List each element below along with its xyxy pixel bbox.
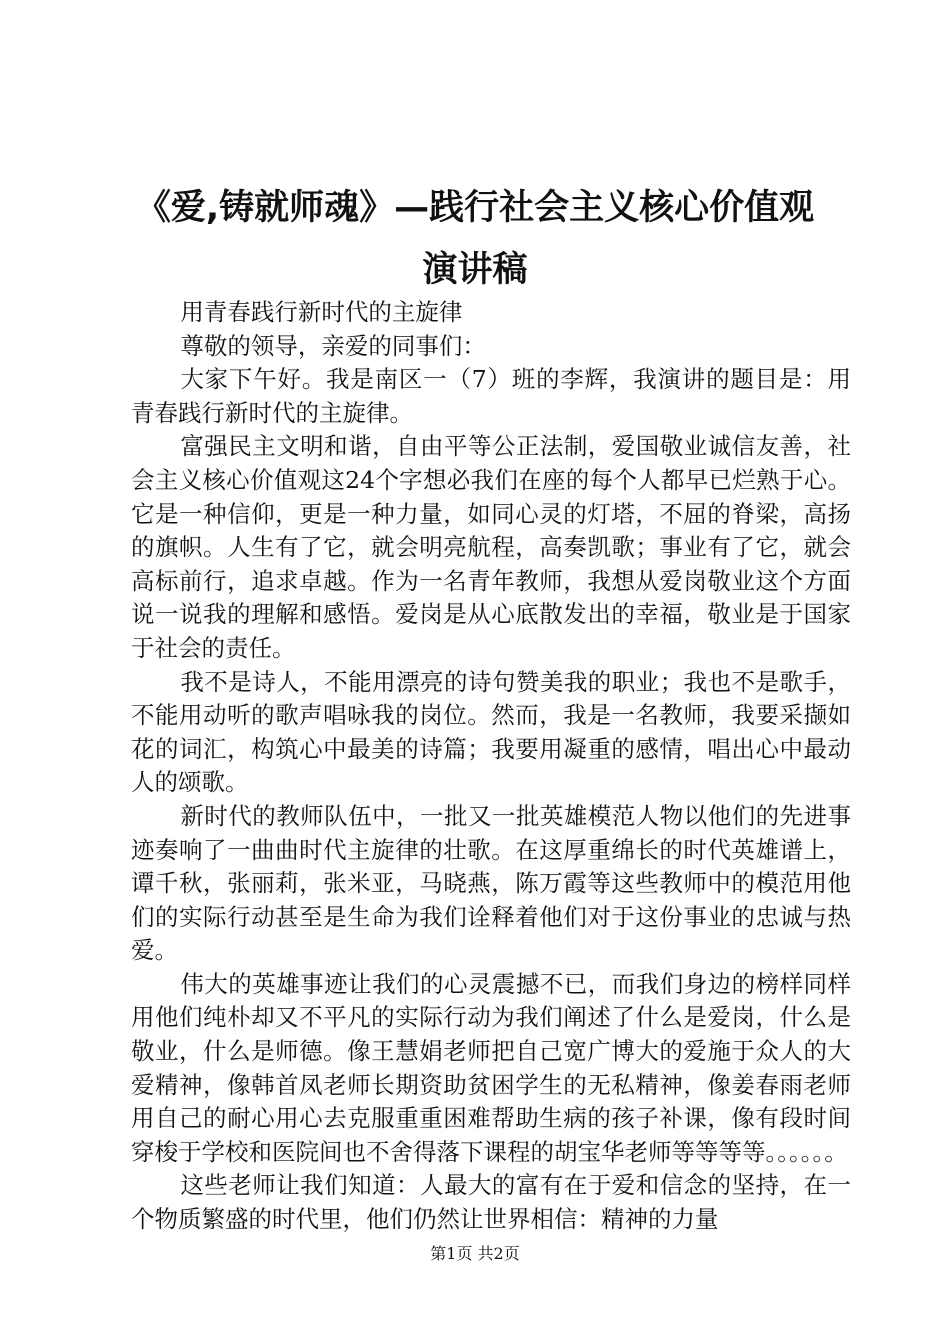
body-paragraph: 新时代的教师队伍中，一批又一批英雄模范人物以他们的先进事迹奏响了一曲曲时代主旋律的壮歌。在这厚重绵长的时代英雄谱上，谭千秋，张丽莉，张米亚，马晓燕，陈万霞等这些教师中的模范用他们的实际行动甚至是生命为我们诠释着他们对于这份事业的忠诚与热爱。 <box>131 801 851 965</box>
body-paragraph: 伟大的英雄事迹让我们的心灵震撼不已，而我们身边的榜样同样用他们纯朴却又不平凡的实际行动为我们阐述了什么是爱岗，什么是敬业，什么是师德。像王慧娟老师把自己宽广博大的爱施于众人的大爱精神，像韩首凤老师长期资助贫困学生的无私精神，像姜春雨老师用自己的耐心用心去克服重重困难帮助生病的孩子补课，像有段时间穿梭于学校和医院间也不舍得落下课程的胡宝华老师等等等等。。。。。。 <box>131 969 851 1166</box>
body-paragraph: 大家下午好。我是南区一（7）班的李辉，我演讲的题目是：用青春践行新时代的主旋律。 <box>131 365 851 427</box>
body-paragraph: 这些老师让我们知道：人最大的富有在于爱和信念的坚持，在一个物质繁盛的时代里，他们仍然让世界相信：精神的力量 <box>131 1171 851 1234</box>
body-paragraph: 富强民主文明和谐，自由平等公正法制，爱国敬业诚信友善，社会主义核心价值观这24个字想必我们在座的每个人都早已烂熟于心。它是一种信仰，更是一种力量，如同心灵的灯塔，不屈的脊梁，高扬的旗帜。人生有了它，就会明亮航程，高奏凯歌；事业有了它，就会高标前行，追求卓越。作为一名青年教师，我想从爱岗敬业这个方面说一说我的理解和感悟。爱岗是从心底散发出的幸福，敬业是于国家于社会的责任。 <box>131 432 851 662</box>
document-body <box>131 296 851 1237</box>
body-paragraph: 我不是诗人，不能用漂亮的诗句赞美我的职业；我也不是歌手，不能用动听的歌声唱咏我的岗位。然而，我是一名教师，我要采撷如花的词汇，构筑心中最美的诗篇；我要用凝重的感情，唱出心中最动人的颂歌。 <box>131 667 851 797</box>
document-title-line-1: 《爱,铸就师魂》—践行社会主义核心价值观 <box>135 188 815 228</box>
page-footer: 第1页 共2页 <box>430 1244 520 1263</box>
speech-subtitle: 用青春践行新时代的主旋律 <box>180 298 463 326</box>
document-title-line-2: 演讲稿 <box>422 250 528 290</box>
salutation: 尊敬的领导，亲爱的同事们： <box>180 331 486 360</box>
